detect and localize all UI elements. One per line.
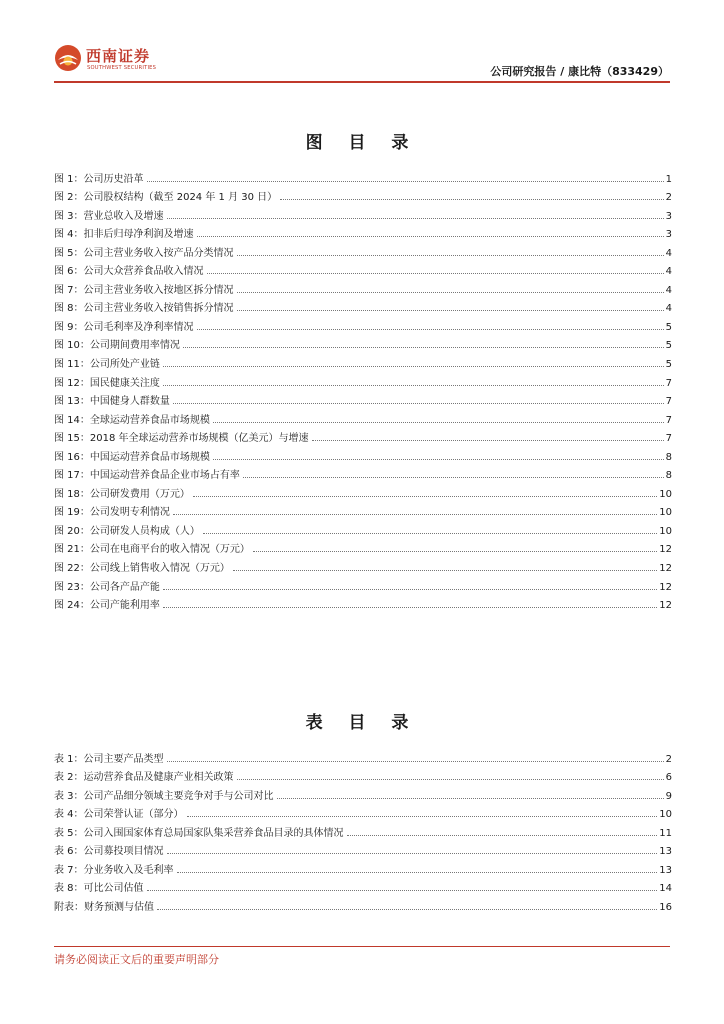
figure-toc-page-number: 12 — [659, 581, 672, 593]
table-toc-entry[interactable] — [54, 783, 672, 802]
table-toc-page-number: 16 — [659, 901, 672, 913]
table-toc-label: 表 7：分业务收入及毛利率 — [54, 864, 174, 876]
figure-toc-page-number: 12 — [659, 563, 672, 575]
figure-toc-entry[interactable] — [54, 444, 672, 463]
dot-leader — [233, 569, 657, 571]
figure-toc-label: 图 8：公司主营业务收入按销售拆分情况 — [54, 303, 234, 315]
report-label: 公司研究报告 / 康比特（833429） — [490, 65, 669, 78]
logo-chinese-name: 西南证券 — [86, 47, 151, 65]
table-toc-page-number: 6 — [665, 772, 672, 784]
dot-leader — [277, 797, 664, 799]
dot-leader — [213, 421, 664, 423]
dot-leader — [163, 365, 664, 367]
dot-leader — [197, 328, 664, 330]
table-toc-entry[interactable] — [54, 876, 672, 895]
figure-toc-label: 图 19：公司发明专利情况 — [54, 507, 170, 519]
figure-toc-entry[interactable] — [54, 314, 672, 333]
table-toc-entry[interactable] — [54, 839, 672, 858]
figure-toc-entry[interactable] — [54, 426, 672, 445]
header-divider — [54, 81, 670, 83]
dot-leader — [207, 272, 664, 274]
tables-toc-list — [54, 746, 672, 913]
figure-toc-entry[interactable] — [54, 203, 672, 222]
figure-toc-page-number: 7 — [665, 377, 672, 389]
figure-toc-label: 图 5：公司主营业务收入按产品分类情况 — [54, 247, 234, 259]
figure-toc-entry[interactable] — [54, 574, 672, 593]
footer-divider — [54, 946, 670, 947]
figure-toc-entry[interactable] — [54, 537, 672, 556]
figure-toc-page-number: 7 — [665, 414, 672, 426]
dot-leader — [197, 235, 664, 237]
table-toc-page-number: 9 — [665, 790, 672, 802]
table-toc-entry[interactable] — [54, 765, 672, 784]
table-toc-entry[interactable] — [54, 802, 672, 821]
figure-toc-label: 图 11：公司所处产业链 — [54, 359, 160, 371]
figure-toc-page-number: 3 — [665, 229, 672, 241]
dot-leader — [147, 889, 658, 891]
dot-leader — [347, 834, 658, 836]
table-toc-label: 表 8：可比公司估值 — [54, 883, 144, 895]
figure-toc-entry[interactable] — [54, 518, 672, 537]
figure-toc-page-number: 8 — [665, 470, 672, 482]
dot-leader — [237, 291, 664, 293]
figure-toc-page-number: 10 — [659, 507, 672, 519]
figure-toc-entry[interactable] — [54, 259, 672, 278]
figure-toc-page-number: 1 — [665, 173, 672, 185]
figure-toc-page-number: 4 — [665, 247, 672, 259]
figure-toc-entry[interactable] — [54, 593, 672, 612]
figure-toc-entry[interactable] — [54, 333, 672, 352]
figure-toc-entry[interactable] — [54, 463, 672, 482]
dot-leader — [157, 908, 657, 910]
figure-toc-page-number: 10 — [659, 488, 672, 500]
dot-leader — [237, 309, 664, 311]
table-toc-entry[interactable] — [54, 857, 672, 876]
figure-toc-page-number: 2 — [665, 192, 672, 204]
table-toc-label: 表 6：公司募投项目情况 — [54, 846, 164, 858]
figure-toc-entry[interactable] — [54, 481, 672, 500]
figure-toc-page-number: 5 — [665, 340, 672, 352]
figure-toc-page-number: 5 — [665, 321, 672, 333]
figure-toc-page-number: 4 — [665, 284, 672, 296]
figure-toc-label: 图 10：公司期间费用率情况 — [54, 340, 180, 352]
figure-toc-entry[interactable] — [54, 240, 672, 259]
figure-toc-label: 图 23：公司各产品产能 — [54, 581, 160, 593]
tables-section-title: 表 目 录 — [305, 713, 419, 733]
figure-toc-entry[interactable] — [54, 166, 672, 185]
page-header — [0, 0, 724, 90]
figure-toc-label: 图 12：国民健康关注度 — [54, 377, 160, 389]
dot-leader — [167, 852, 658, 854]
logo-english-name: SOUTHWEST SECURITIES — [87, 65, 157, 71]
figures-section-title: 图 目 录 — [305, 133, 419, 153]
table-toc-page-number: 14 — [659, 883, 672, 895]
figure-toc-label: 图 15：2018 年全球运动营养市场规模（亿美元）与增速 — [54, 433, 309, 445]
figure-toc-label: 图 16：中国运动营养食品市场规模 — [54, 451, 210, 463]
figure-toc-page-number: 8 — [665, 451, 672, 463]
figure-toc-label: 图 20：公司研发人员构成（人） — [54, 525, 200, 537]
figure-toc-label: 图 2：公司股权结构（截至 2024 年 1 月 30 日） — [54, 192, 278, 204]
figure-toc-page-number: 12 — [659, 544, 672, 556]
figure-toc-label: 图 3：营业总收入及增速 — [54, 210, 164, 222]
figure-toc-page-number: 7 — [665, 396, 672, 408]
dot-leader — [237, 778, 664, 780]
figure-toc-label: 图 22：公司线上销售收入情况（万元） — [54, 563, 230, 575]
table-toc-page-number: 13 — [659, 864, 672, 876]
figure-toc-page-number: 4 — [665, 266, 672, 278]
dot-leader — [312, 439, 664, 441]
table-toc-page-number: 13 — [659, 846, 672, 858]
dot-leader — [193, 495, 657, 497]
figure-toc-page-number: 7 — [665, 433, 672, 445]
dot-leader — [163, 606, 657, 608]
table-toc-page-number: 2 — [665, 753, 672, 765]
table-toc-label: 表 2：运动营养食品及健康产业相关政策 — [54, 772, 234, 784]
figure-toc-entry[interactable] — [54, 555, 672, 574]
dot-leader — [163, 384, 664, 386]
table-toc-entry[interactable] — [54, 746, 672, 765]
figure-toc-label: 图 13：中国健身人群数量 — [54, 396, 170, 408]
table-toc-label: 表 3：公司产品细分领域主要竞争对手与公司对比 — [54, 790, 274, 802]
figure-toc-page-number: 10 — [659, 525, 672, 537]
company-logo — [54, 44, 157, 76]
figure-toc-entry[interactable] — [54, 500, 672, 519]
figure-toc-label: 图 1：公司历史沿革 — [54, 173, 144, 185]
dot-leader — [163, 588, 657, 590]
dot-leader — [167, 760, 664, 762]
table-toc-entry[interactable] — [54, 820, 672, 839]
dot-leader — [183, 346, 664, 348]
figure-toc-entry[interactable] — [54, 222, 672, 241]
figure-toc-page-number: 5 — [665, 359, 672, 371]
figure-toc-label: 图 6：公司大众营养食品收入情况 — [54, 266, 204, 278]
table-toc-label: 表 1：公司主要产品类型 — [54, 753, 164, 765]
figure-toc-label: 图 9：公司毛利率及净利率情况 — [54, 321, 194, 333]
table-toc-page-number: 10 — [659, 809, 672, 821]
dot-leader — [177, 871, 658, 873]
figure-toc-page-number: 4 — [665, 303, 672, 315]
figure-toc-entry[interactable] — [54, 407, 672, 426]
dot-leader — [203, 532, 657, 534]
dot-leader — [213, 458, 664, 460]
footer-disclaimer: 请务必阅读正文后的重要声明部分 — [54, 953, 219, 966]
table-toc-label: 表 5：公司入围国家体育总局国家队集采营养食品目录的具体情况 — [54, 827, 344, 839]
dot-leader — [237, 254, 664, 256]
dot-leader — [243, 476, 664, 478]
figure-toc-entry[interactable] — [54, 185, 672, 204]
dot-leader — [173, 402, 664, 404]
figure-toc-label: 图 4：扣非后归母净利润及增速 — [54, 229, 194, 241]
dot-leader — [147, 180, 664, 182]
dot-leader — [167, 217, 664, 219]
dot-leader — [253, 550, 657, 552]
dot-leader — [280, 198, 663, 200]
figures-toc-list — [54, 166, 672, 611]
figure-toc-entry[interactable] — [54, 370, 672, 389]
table-toc-page-number: 11 — [659, 827, 672, 839]
figure-toc-label: 图 24：公司产能利用率 — [54, 600, 160, 612]
figure-toc-page-number: 3 — [665, 210, 672, 222]
figure-toc-page-number: 12 — [659, 600, 672, 612]
figure-toc-entry[interactable] — [54, 277, 672, 296]
table-toc-label: 附表：财务预测与估值 — [54, 901, 154, 913]
figure-toc-entry[interactable] — [54, 296, 672, 315]
logo-emblem-icon — [54, 44, 82, 72]
table-toc-entry[interactable] — [54, 894, 672, 913]
figure-toc-label: 图 18：公司研发费用（万元） — [54, 488, 190, 500]
figure-toc-entry[interactable] — [54, 389, 672, 408]
table-toc-label: 表 4：公司荣誉认证（部分） — [54, 809, 184, 821]
figure-toc-label: 图 21：公司在电商平台的收入情况（万元） — [54, 544, 250, 556]
figure-toc-label: 图 14：全球运动营养食品市场规模 — [54, 414, 210, 426]
dot-leader — [187, 815, 658, 817]
figure-toc-label: 图 7：公司主营业务收入按地区拆分情况 — [54, 284, 234, 296]
dot-leader — [173, 513, 657, 515]
figure-toc-label: 图 17：中国运动营养食品企业市场占有率 — [54, 470, 240, 482]
figure-toc-entry[interactable] — [54, 351, 672, 370]
